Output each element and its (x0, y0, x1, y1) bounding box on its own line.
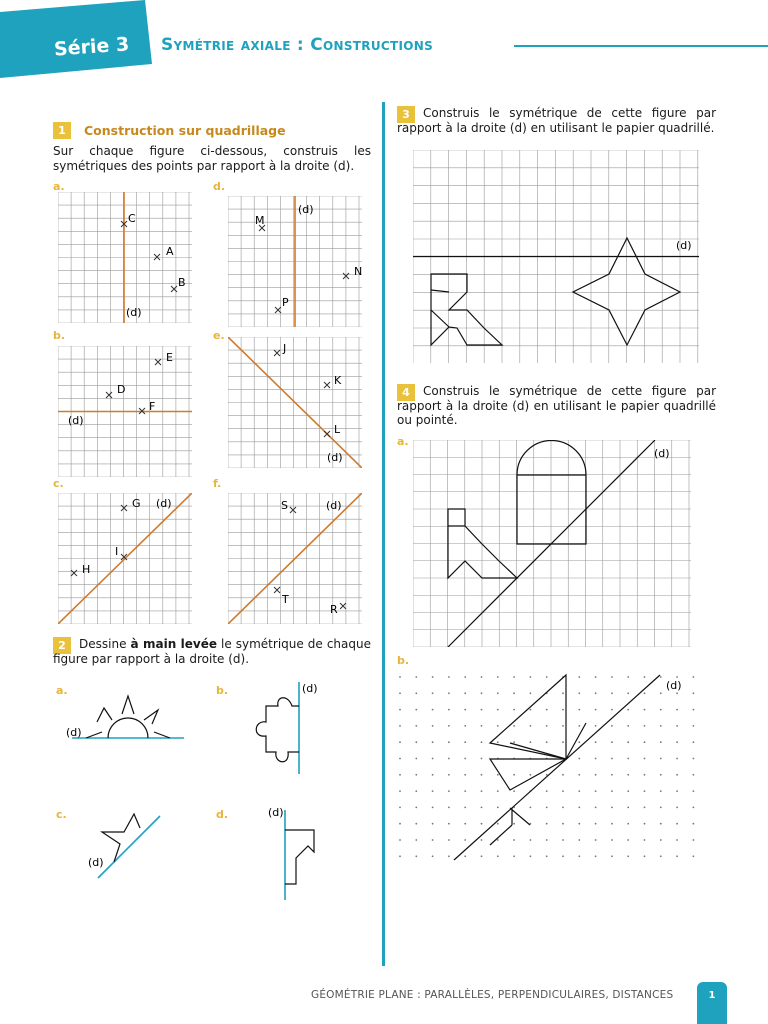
star-figure (84, 810, 174, 882)
grid-figure-1f (228, 493, 362, 624)
exercise-2-text-bold: à main levée (130, 637, 217, 651)
column-divider (382, 102, 385, 966)
dot-figure-4b (390, 665, 710, 865)
sun-figure (60, 690, 190, 750)
exercise-2-badge: 2 (53, 637, 71, 654)
exercise-2-instructions (53, 637, 371, 666)
line-label: (d) (676, 239, 692, 252)
exercise-1-badge: 1 (53, 122, 71, 139)
point-label: A (166, 245, 174, 258)
arrow-figure (264, 804, 334, 904)
exercise-2-text-before: Dessine (79, 637, 127, 651)
title-rule (514, 45, 768, 47)
fig-1e-label: e. (213, 329, 225, 342)
point-label: N (354, 265, 362, 278)
exercise-2-text-after: le symétrique de chaque figure par rapport à la droite (d). (53, 637, 371, 666)
line-label: (d) (326, 499, 342, 512)
exercise-4-text: Construis le symétrique de cette figure par rapport à la droite (d) en utilisant le papier quadrillé ou pointé. (397, 384, 716, 427)
point-label: M (255, 214, 265, 227)
point-label: G (132, 497, 141, 510)
point-label: E (166, 351, 173, 364)
line-label: (d) (156, 497, 172, 510)
fig-1c-label: c. (53, 477, 64, 490)
point-label: D (117, 383, 126, 396)
fig-1a-label: a. (53, 180, 65, 193)
point-label: L (334, 423, 341, 436)
puzzle-figure (248, 678, 328, 778)
exercise-4-instructions (397, 384, 716, 428)
grid-figure-1c (58, 493, 192, 624)
line-label: (d) (68, 414, 84, 427)
fig-1d-label: d. (213, 180, 226, 193)
grid-figure-1e (228, 337, 362, 468)
grid-figure-1d (228, 196, 362, 327)
page-title: Symétrie axiale : Constructions (161, 35, 434, 55)
point-label: C (128, 212, 136, 225)
exercise-4-badge: 4 (397, 384, 415, 401)
point-label: R (330, 603, 338, 616)
line-label: (d) (298, 203, 314, 216)
grid-figure-1b (58, 346, 192, 477)
fig-1b-label: b. (53, 329, 66, 342)
exercise-1-title: Construction sur quadrillage (84, 123, 286, 138)
line-label: (d) (88, 856, 104, 869)
point-label: B (178, 276, 186, 289)
point-label: P (282, 296, 289, 309)
series-label: Série 3 (53, 33, 130, 61)
point-label: F (149, 400, 156, 413)
point-label: T (282, 593, 289, 606)
exercise-3-badge: 3 (397, 106, 415, 123)
grid-figure-4a (413, 440, 691, 647)
grid-figure-1a (58, 192, 192, 323)
point-label: S (281, 499, 288, 512)
line-label: (d) (268, 806, 284, 819)
footer-text: GÉOMÉTRIE PLANE : PARALLÈLES, PERPENDICULAIRES, DISTANCES (311, 989, 674, 1001)
point-label: J (283, 342, 287, 355)
fig-2b-label: b. (216, 684, 229, 697)
line-label: (d) (66, 726, 82, 739)
page-number: 1 (697, 982, 727, 1024)
line-label: (d) (126, 306, 142, 319)
fig-2c-label: c. (56, 808, 67, 821)
line-label: (d) (654, 447, 670, 460)
line-label: (d) (302, 682, 318, 695)
exercise-3-instructions (397, 106, 716, 135)
fig-2d-label: d. (216, 808, 229, 821)
line-label: (d) (327, 451, 343, 464)
fig-2a-label: a. (56, 684, 68, 697)
fig-1f-label: f. (213, 477, 222, 490)
grid-figure-3 (413, 150, 699, 363)
point-label: I (115, 545, 119, 558)
point-label: K (334, 374, 342, 387)
fig-4a-label: a. (397, 435, 409, 448)
exercise-3-text: Construis le symétrique de cette figure par rapport à la droite (d) en utilisant le papier quadrillé. (397, 106, 716, 135)
line-label: (d) (666, 679, 682, 692)
fig-4b-label: b. (397, 654, 410, 667)
exercise-1-instructions: Sur chaque figure ci-dessous, construis les symétriques des points par rapport à la droite (d). (53, 144, 371, 173)
point-label: H (82, 563, 91, 576)
